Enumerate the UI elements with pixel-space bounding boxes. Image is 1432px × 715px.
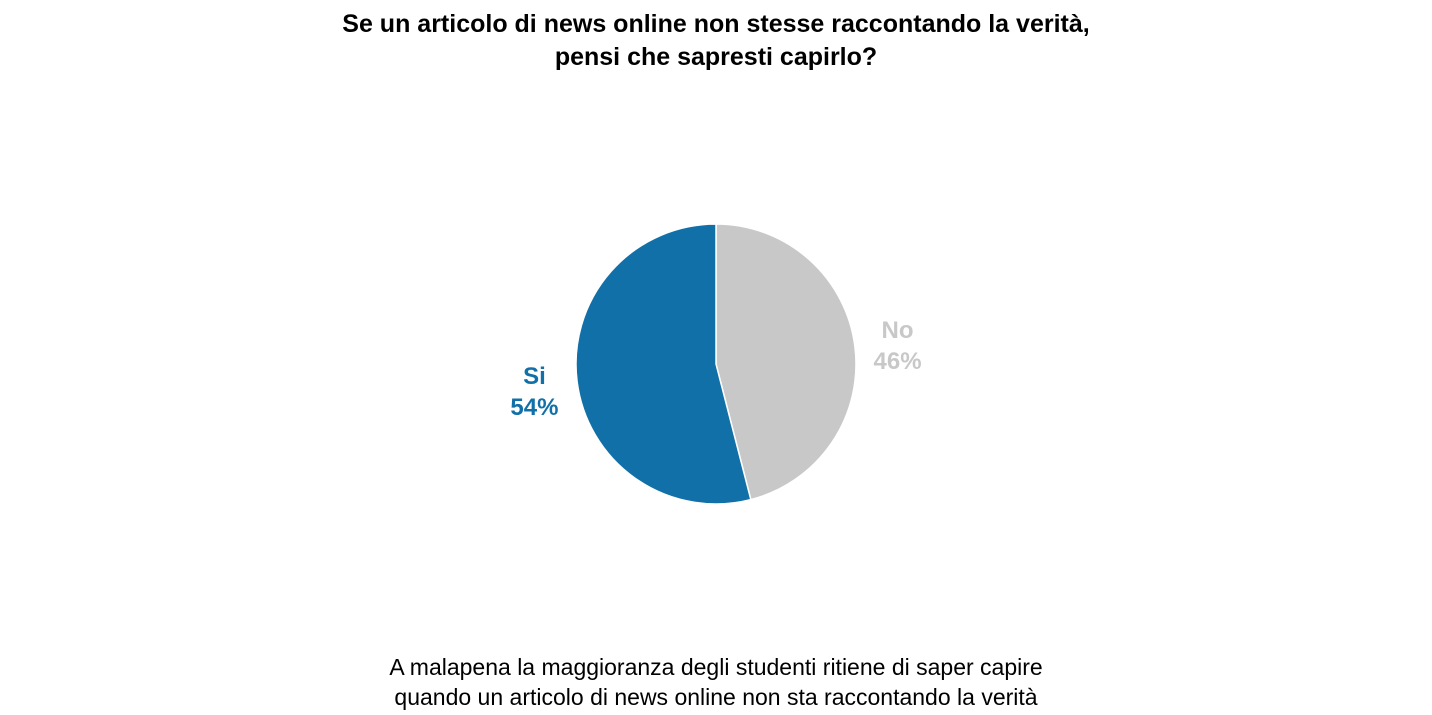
slice-value-no: 46% — [873, 348, 922, 376]
chart-title-line-2: pensi che sapresti capirlo? — [554, 43, 878, 71]
chart-caption — [0, 652, 1432, 712]
pie-slices — [576, 224, 856, 504]
slice-value-si: 54% — [510, 393, 559, 421]
chart-caption-line-1: A malapena la maggioranza degli studenti ritiene di saper capire — [389, 654, 1043, 680]
chart-caption-line-2: quando un articolo di news online non sta raccontando la verità — [394, 684, 1038, 710]
chart-title-line-1: Se un articolo di news online non stesse raccontando la verità, — [342, 10, 1090, 38]
slice-label-no: No — [881, 317, 914, 345]
slice-label-si: Si — [523, 362, 546, 390]
